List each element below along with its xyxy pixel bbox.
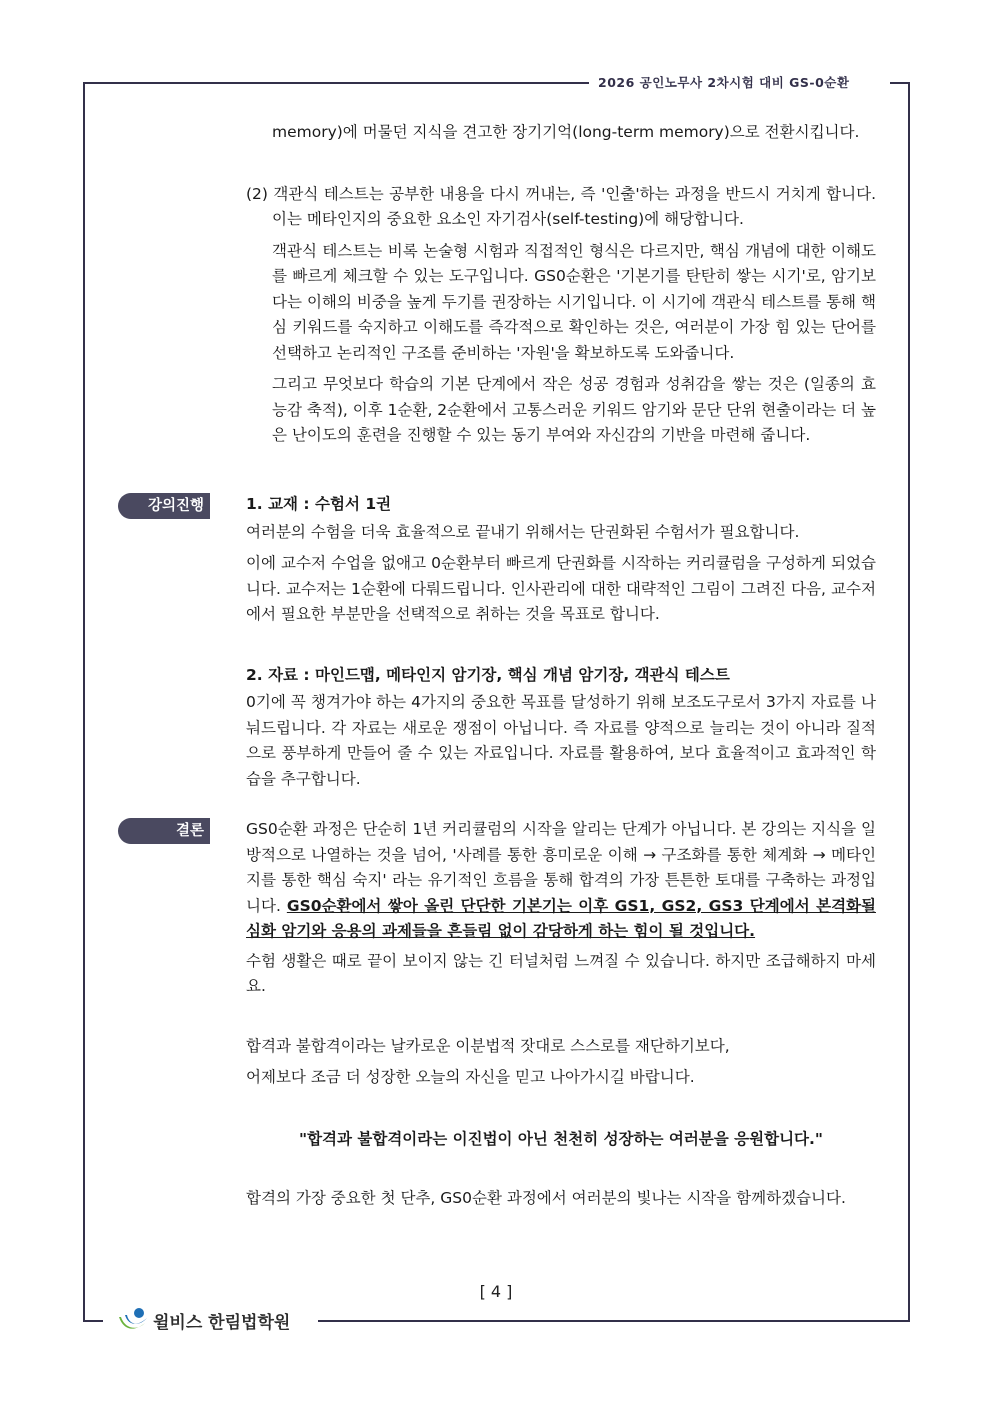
lecture-item-2-heading: 2. 자료 : 마인드맵, 메타인지 암기장, 핵심 개념 암기장, 객관식 테스트	[246, 665, 730, 684]
intro-section	[246, 120, 876, 449]
publisher-logo	[115, 1304, 290, 1336]
frame-right-rule	[908, 82, 910, 1320]
conclusion-line-1: 합격과 불합격이라는 날카로운 이분법적 잣대로 스스로를 재단하기보다,	[246, 1036, 730, 1055]
lecture-item-1-heading: 1. 교재 : 수험서 1권	[246, 495, 392, 513]
frame-bottom-rule	[318, 1320, 910, 1322]
closing-quote: "합격과 불합격이라는 이진법이 아닌 천천히 성장하는 여러분을 응원합니다."	[299, 1129, 823, 1148]
lecture-section	[246, 492, 876, 792]
point-2-body-1: 객관식 테스트는 비록 논술형 시험과 직접적인 형식은 다르지만, 핵심 개념에 대한 이해도를 빠르게 체크할 수 있는 도구입니다. GS0순환은 '기본기를 탄탄히 쌓는 시기'로, 암기보다는 이해의 비중을 높게 두기를 권장하는 시기입니다. 이 시기에 객관식 테스트를 통해 핵심 키워드를 숙지하고 이해도를 즉각적으로 확인하는 것은, 여러분이 가장 힘 있는 단어를 선택하고 논리적인 구조를 준비하는 '자원'을 확보하도록 도와줍니다.	[272, 241, 876, 362]
conclusion-section	[246, 817, 876, 1212]
lecture-item-1-paragraph-2: 이에 교수저 수업을 없애고 0순환부터 빠르게 단권화를 시작하는 커리큘럼을 구성하게 되었습니다. 교수저는 1순환에 다뤄드립니다. 인사관리에 대한 대략적인 그림이 그려진 다음, 교수저에서 필요한 부분만을 선택적으로 취하는 것을 목표로 합니다.	[246, 554, 876, 623]
conclusion-line-2: 어제보다 조금 더 성장한 오늘의 자신을 믿고 나아가시길 바랍니다.	[246, 1068, 695, 1086]
logo-mark-icon	[115, 1305, 151, 1335]
section-label-conclusion: 결론	[118, 818, 210, 844]
conclusion-paragraph-1	[246, 817, 876, 945]
section-label-lecture: 강의진행	[118, 493, 210, 519]
frame-top-rule-end	[890, 82, 910, 84]
point-2-heading: (2) 객관식 테스트는 공부한 내용을 다시 꺼내는, 즉 '인출'하는 과정을 반드시 거치게 합니다. 이는 메타인지의 중요한 요소인 자기검사(self-testing)에 해당합니다.	[246, 184, 876, 228]
frame-bottom-rule-start	[83, 1320, 103, 1322]
conclusion-paragraph-2: 수험 생활은 때로 끝이 보이지 않는 긴 터널처럼 느껴질 수 있습니다. 하지만 조급해하지 마세요.	[246, 951, 876, 995]
lecture-item-1-paragraph-1: 여러분의 수험을 더욱 효율적으로 끝내기 위해서는 단권화된 수험서가 필요합니다.	[246, 522, 800, 541]
frame-left-rule	[83, 82, 85, 1320]
continuation-paragraph: memory)에 머물던 지식을 견고한 장기기억(long-term memory)으로 전환시킵니다.	[272, 123, 860, 141]
point-2-body-2: 그리고 무엇보다 학습의 기본 단계에서 작은 성공 경험과 성취감을 쌓는 것은 (일종의 효능감 축적), 이후 1순환, 2순환에서 고통스러운 키워드 암기와 문단 단위 현출이라는 더 높은 난이도의 훈련을 진행할 수 있는 동기 부여와 자신감의 기반을 마련해 줍니다.	[272, 375, 876, 444]
logo-text: 윌비스 한림법학원	[153, 1312, 291, 1333]
conclusion-text: GS0순환 과정은 단순히 1년 커리큘럼의 시작을 알리는 단계가 아닙니다. 본 강의는 지식을 일방적으로 나열하는 것을 넘어, '사례를 통한 흥미로운 이해 → 구조화를 통한 체계화 → 메타인지를 통한 핵심 숙지' 라는 유기적인 흐름을 통해 합격의 가장 튼튼한 토대를 구축하는 과정입니다.	[246, 820, 876, 915]
closing-sentence: 합격의 가장 중요한 첫 단추, GS0순환 과정에서 여러분의 빛나는 시작을 함께하겠습니다.	[246, 1189, 846, 1207]
lecture-item-2-paragraph: 0기에 꼭 챙겨가야 하는 4가지의 중요한 목표를 달성하기 위해 보조도구로서 3가지 자료를 나눠드립니다. 각 자료는 새로운 쟁점이 아닙니다. 즉 자료를 양적으로 늘리는 것이 아니라 질적으로 풍부하게 만들어 줄 수 있는 자료입니다. 자료를 활용하여, 보다 효율적이고 효과적인 학습을 추구합니다.	[246, 693, 876, 788]
conclusion-emphasis: GS0순환에서 쌓아 올린 단단한 기본기는 이후 GS1, GS2, GS3 단계에서 본격화될 심화 암기와 응용의 과제들을 흔들림 없이 감당하게 하는 힘이 될 것입니다.	[246, 896, 876, 940]
page-number: [ 4 ]	[479, 1282, 513, 1301]
frame-top-rule	[83, 82, 589, 84]
running-header: 2026 공인노무사 2차시험 대비 GS-0순환	[598, 75, 850, 90]
